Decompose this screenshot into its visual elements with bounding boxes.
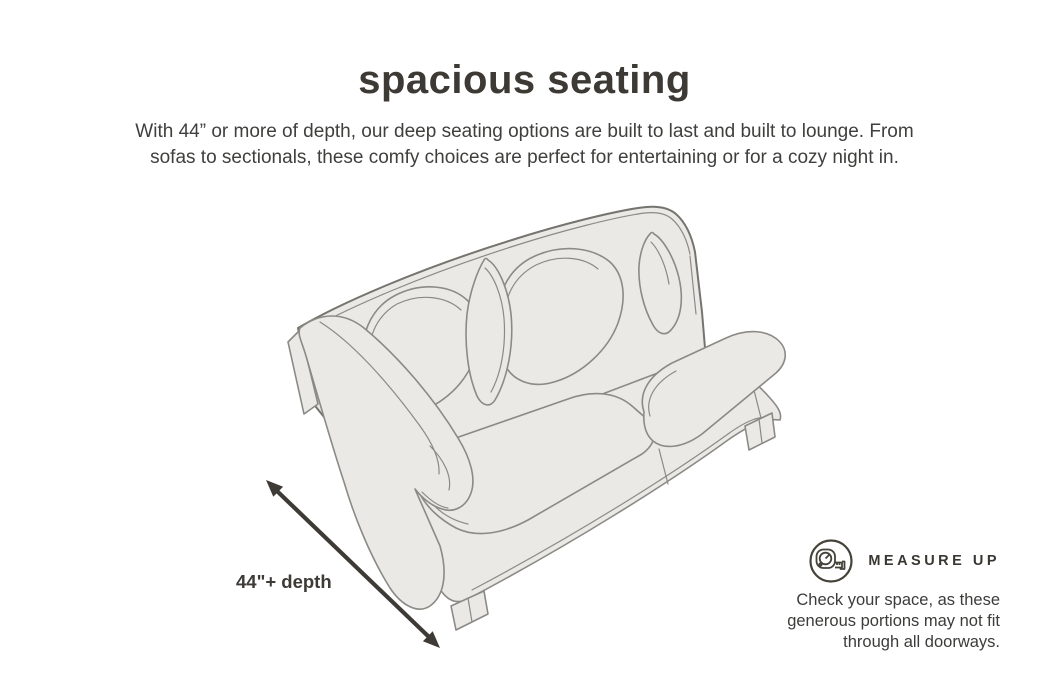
intro-paragraph — [0, 119, 1049, 171]
measure-up-title: MEASURE UP — [868, 553, 1000, 569]
intro-line-1: With 44” or more of depth, our deep seating options are built to last and built to lounge. From — [135, 121, 914, 142]
intro-line-2: sofas to sectionals, these comfy choices are perfect for entertaining or for a cozy night in. — [150, 147, 899, 168]
page-title: spacious seating — [358, 58, 691, 102]
measure-up-note-line-3: through all doorways. — [843, 633, 1000, 651]
measure-up-note — [787, 590, 1000, 653]
measure-up-note-line-1: Check your space, as these — [796, 591, 1000, 609]
measure-up-header — [787, 537, 1000, 585]
depth-arrow-icon — [252, 468, 452, 663]
measure-up-note-line-2: generous portions may not fit — [787, 612, 1000, 630]
tape-measure-icon — [807, 537, 855, 585]
depth-dimension-label: 44"+ depth — [236, 571, 332, 592]
measure-up-section — [787, 537, 1000, 653]
